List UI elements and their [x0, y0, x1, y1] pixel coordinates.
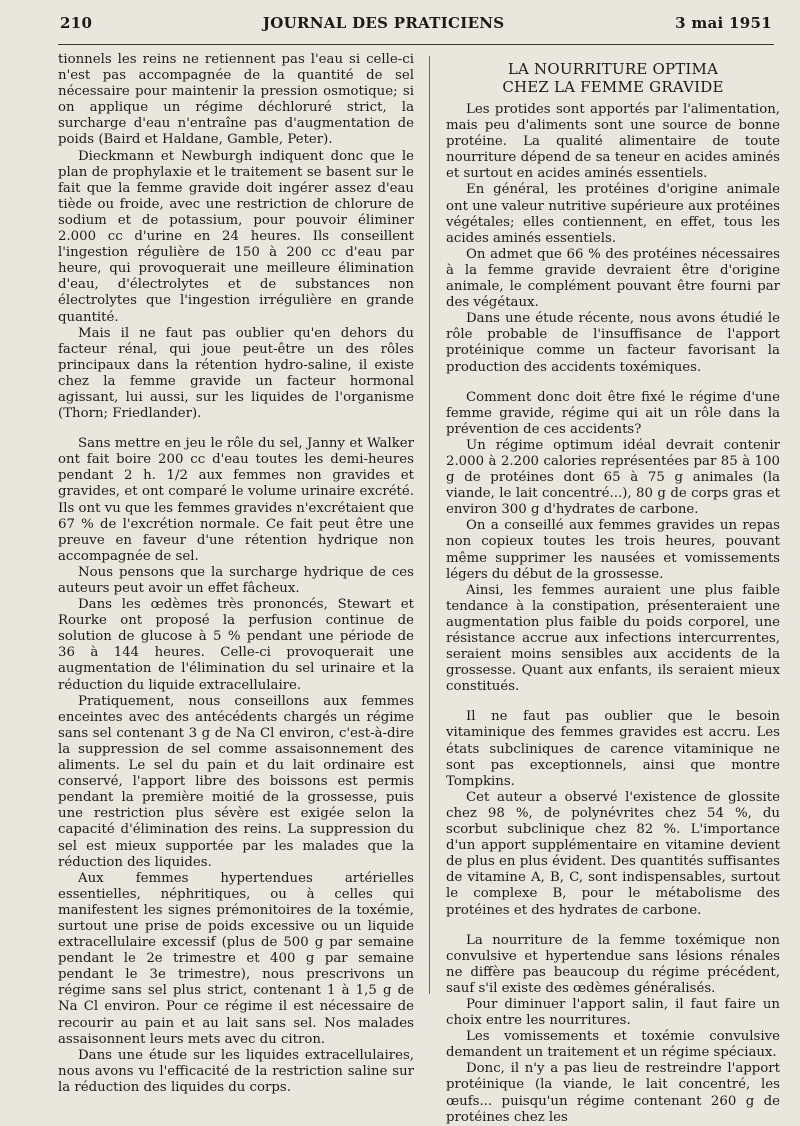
paragraph: tionnels les reins ne retiennent pas l'eau si celle-ci n'est pas accompagnée de la quantité de sel nécessaire pour maintenir la pression osmotique; si on applique un régime déchloruré strict, la surcharge d'eau n'entraîne pas d'augmentation de poids (Baird et Haldane, Gamble, Peter).	[58, 52, 414, 148]
issue-date: 3 mai 1951	[675, 14, 772, 32]
running-header	[60, 14, 772, 44]
paragraph: Aux femmes hypertendues artérielles essentielles, néphritiques, ou à celles qui manifestent les signes prémonitoires de la toxémie, surtout une prise de poids excessive ou un liquide extracellulaire excessif (plus de 500 g par semaine pendant le 2e trimestre et 400 g par semaine pendant le 3e trimestre), nous prescrivons un régime sans sel plus strict, contenant 1 à 1,5 g de Na Cl environ. Pour ce régime il est nécessaire de recourir au pain et au lait sans sel. Nos malades assaisonnent leurs mets avec du citron.	[58, 870, 414, 1047]
column-divider	[429, 56, 430, 994]
header-rule	[58, 44, 774, 45]
paragraph: En général, les protéines d'origine animale ont une valeur nutritive supérieure aux protéines végétales; elles contiennent, en effet, tous les acides aminés essentiels.	[446, 182, 780, 246]
journal-title: JOURNAL DES PRATICIENS	[262, 14, 505, 32]
paragraph: On a conseillé aux femmes gravides un repas non copieux toutes les trois heures, pouvant même supprimer les nausées et vomissements légers du début de la grossesse.	[446, 518, 780, 582]
paragraph: La nourriture de la femme toxémique non convulsive et hypertendue sans lésions rénales ne diffère pas beaucoup du régime précédent, sauf s'il existe des œdèmes généralisés.	[446, 932, 780, 996]
article-title-line: CHEZ LA FEMME GRAVIDE	[502, 78, 724, 96]
left-column	[58, 52, 414, 1095]
article-title-line: LA NOURRITURE OPTIMA	[507, 60, 719, 78]
paragraph: On admet que 66 % des protéines nécessaires à la femme gravide devraient être d'origine animale, le complément pouvant être fourni par des végétaux.	[446, 246, 780, 311]
paragraph: Nous pensons que la surcharge hydrique de ces auteurs peut avoir un effet fâcheux.	[58, 564, 414, 596]
paragraph: Les protides sont apportés par l'alimentation, mais peu d'aliments sont une source de bonne protéine. La qualité alimentaire de toute nourriture dépend de sa teneur en acides aminés et surtout en acides aminés essentiels.	[446, 102, 780, 182]
paragraph: Dans une étude récente, nous avons étudié le rôle probable de l'insuffisance de l'apport protéinique comme un facteur favorisant la production des accidents toxémiques.	[446, 311, 780, 375]
paragraph: Dans les œdèmes très prononcés, Stewart et Rourke ont proposé la perfusion continue de solution de glucose à 5 % pendant une période de 36 à 144 heures. Celle-ci provoquerait une augmentation de l'élimination du sel urinaire et la réduction du liquide extracellulaire.	[58, 597, 414, 693]
paragraph: Les vomissements et toxémie convulsive demandent un traitement et un régime spéciaux.	[446, 1029, 780, 1061]
paragraph: Pratiquement, nous conseillons aux femmes enceintes avec des antécédents chargés un régime sans sel contenant 3 g de Na Cl environ, c'est-à-dire la suppression de sel comme assaisonnement des aliments. Le sel du pain et du lait ordinaire est conservé, l'apport libre des boissons est permis pendant la première moitié de la grossesse, puis une restriction plus sévère est exigée selon la capacité d'élimination des reins. La suppression du sel est mieux supportée par les malades que la réduction des liquides.	[58, 693, 414, 870]
paragraph: Ainsi, les femmes auraient une plus faible tendance à la constipation, présenteraient une augmentation plus faible du poids corporel, une résistance accrue aux infections intercurrentes, seraient moins sensibles aux accidents de la grossesse. Quant aux enfants, ils seraient mieux constitués.	[446, 582, 780, 695]
paragraph: Mais il ne faut pas oublier qu'en dehors du facteur rénal, qui joue peut-être un des rôles principaux dans la rétention hydro-saline, il existe chez la femme gravide un facteur hormonal agissant, lui aussi, sur les liquides de l'organisme (Thorn; Friedlander).	[58, 325, 414, 422]
paragraph: Dieckmann et Newburgh indiquent donc que le plan de prophylaxie et le traitement se basent sur le fait que la femme gravide doit ingérer assez d'eau tiède ou froide, avec une restriction de chlorure de sodium et de potassium, pour pouvoir éliminer 2.000 cc d'urine en 24 heures. Ils conseillent l'ingestion régulière de 150 à 200 cc d'eau par heure, qui provoquerait une meilleure élimination d'eau, d'électrolytes et de substances non électrolytes que l'ingestion irrégulière en grande quantité.	[58, 148, 414, 325]
paragraph: Donc, il n'y a pas lieu de restreindre l'apport protéinique (la viande, le lait concentré, les œufs... puisqu'un régime contenant 260 g de protéines chez les	[446, 1061, 780, 1125]
page-number: 210	[60, 14, 93, 32]
paragraph: Comment donc doit être fixé le régime d'une femme gravide, régime qui ait un rôle dans la prévention de ces accidents?	[446, 389, 780, 437]
paragraph: Dans une étude sur les liquides extracellulaires, nous avons vu l'efficacité de la restriction saline sur la réduction des liquides du corps.	[58, 1047, 414, 1095]
paragraph: Il ne faut pas oublier que le besoin vitaminique des femmes gravides est accru. Les états subcliniques de carence vitaminique ne sont pas exceptionnels, ainsi que montre Tompkins.	[446, 709, 780, 789]
paragraph: Cet auteur a observé l'existence de glossite chez 98 %, de polynévrites chez 54 %, du scorbut subclinique chez 82 %. L'importance d'un apport supplémentaire en vitamine devient de plus en plus évident. Des quantités suffisantes de vitamine A, B, C, sont indispensables, surtout le complexe B, pour le métabolisme des protéines et des hydrates de carbone.	[446, 789, 780, 918]
right-column	[446, 52, 780, 1125]
paragraph: Pour diminuer l'apport salin, il faut faire un choix entre les nourritures.	[446, 996, 780, 1029]
article-title	[446, 60, 780, 96]
paragraph: Sans mettre en jeu le rôle du sel, Janny et Walker ont fait boire 200 cc d'eau toutes les demi-heures pendant 2 h. 1/2 aux femmes non gravides et gravides, et ont comparé le volume urinaire excrété. Ils ont vu que les femmes gravides n'excrétaient que 67 % de l'excrétion normale. Ce fait peut être une preuve en faveur d'une rétention hydrique non accompagnée de sel.	[58, 436, 414, 564]
paragraph: Un régime optimum idéal devrait contenir 2.000 à 2.200 calories représentées par 85 à 100 g de protéines dont 65 à 75 g animales (la viande, le lait concentré...), 80 g de corps gras et environ 300 g d'hydrates de carbone.	[446, 437, 780, 518]
